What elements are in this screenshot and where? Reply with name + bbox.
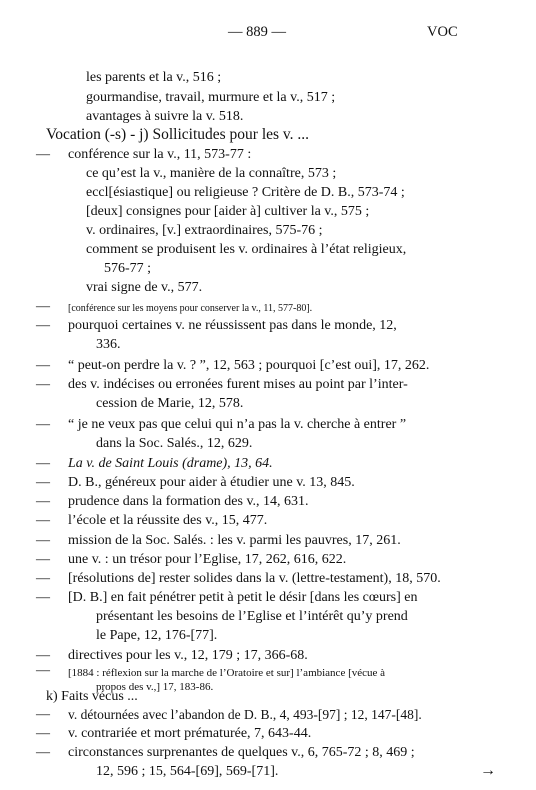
em-dash: — [36,299,50,314]
index-line: [1884 : réflexion sur la marche de l’Oratoire et sur] l’ambiance [vécue à [68,667,386,679]
index-line: mission de la Soc. Salés. : les v. parmi les pauvres, 17, 261. [68,533,401,548]
section-letters: VOC [427,24,458,40]
index-line: circonstances surprenantes de quelques v., 6, 765-72 ; 8, 469 ; [68,745,415,760]
index-line: l’école et la réussite des v., 15, 477. [68,513,268,528]
index-line: “ je ne veux pas que celui qui n’a pas la v. cherche à entrer ” [68,417,407,432]
em-dash: — [36,726,50,741]
em-dash: — [36,377,50,392]
entry-heading: Vocation (-s) - j) Sollicitudes pour les v. ... [46,126,310,143]
index-line: comment se produisent les v. ordinaires à l’état religieux, [86,242,407,257]
index-line: directives pour les v., 12, 179 ; 17, 366-68. [68,648,308,663]
index-line: 336. [96,337,121,352]
index-line: le Pape, 12, 176-[77]. [96,628,218,643]
index-line: [deux] consignes pour [aider à] cultiver la v., 575 ; [86,204,370,219]
index-line: 576-77 ; [104,261,152,276]
page-number: — 889 — [228,24,286,40]
em-dash: — [36,533,50,548]
index-line-overflow: 12, 596 ; 15, 564-[69], 569-[71]. [96,764,279,779]
index-line: propos des v.,] 17, 183-86. [96,681,214,693]
index-line: [résolutions de] rester solides dans la v. (lettre-testament), 18, 570. [68,571,441,586]
index-line: v. contrariée et mort prématurée, 7, 643-44. [68,726,312,741]
index-line: [conférence sur les moyens pour conserver la v., 11, 577-80]. [68,303,313,314]
index-line: ce qu’est la v., manière de la connaître, 573 ; [86,166,337,181]
page-header [0,24,536,44]
subsection-heading: k) Faits vécus ... [46,689,138,704]
index-line: dans la Soc. Salés., 12, 629. [96,436,253,451]
index-line: La v. de Saint Louis (drame), 13, 64. [68,456,273,471]
em-dash: — [36,552,50,567]
index-line: vrai signe de v., 577. [86,280,203,295]
em-dash: — [36,147,50,162]
index-line: cession de Marie, 12, 578. [96,396,244,411]
em-dash: — [36,745,50,760]
em-dash: — [36,513,50,528]
em-dash: — [36,475,50,490]
em-dash: — [36,456,50,471]
index-line: v. détournées avec l’abandon de D. B., 4, 493-[97] ; 12, 147-[48]. [68,707,422,722]
em-dash: — [36,707,50,722]
index-line: v. ordinaires, [v.] extraordinaires, 575-76 ; [86,223,323,238]
em-dash: — [36,663,50,678]
em-dash: — [36,318,50,333]
index-line: avantages à suivre la v. 518. [86,109,244,124]
continue-arrow-icon: → [480,762,496,779]
em-dash: — [36,590,50,605]
em-dash: — [36,571,50,586]
index-line: pourquoi certaines v. ne réussissent pas dans le monde, 12, [68,318,397,333]
index-line: D. B., généreux pour aider à étudier une v. 13, 845. [68,475,355,490]
index-line: “ peut-on perdre la v. ? ”, 12, 563 ; pourquoi [c’est oui], 17, 262. [68,358,430,373]
em-dash: — [36,358,50,373]
index-line: prudence dans la formation des v., 14, 631. [68,494,309,509]
em-dash: — [36,417,50,432]
index-line: présentant les besoins de l’Eglise et l’intérêt qu’y prend [96,609,408,624]
index-line: conférence sur la v., 11, 573-77 : [68,147,252,162]
index-line: gourmandise, travail, murmure et la v., 517 ; [86,90,336,105]
em-dash: — [36,494,50,509]
index-line: une v. : un trésor pour l’Eglise, 17, 262, 616, 622. [68,552,347,567]
index-line: les parents et la v., 516 ; [86,70,222,85]
index-line: des v. indécises ou erronées furent mises au point par l’inter- [68,377,408,392]
em-dash: — [36,648,50,663]
index-line: [D. B.] en fait pénétrer petit à petit le désir [dans les cœurs] en [68,590,418,605]
index-line: eccl[ésiastique] ou religieuse ? Critère de D. B., 573-74 ; [86,185,405,200]
